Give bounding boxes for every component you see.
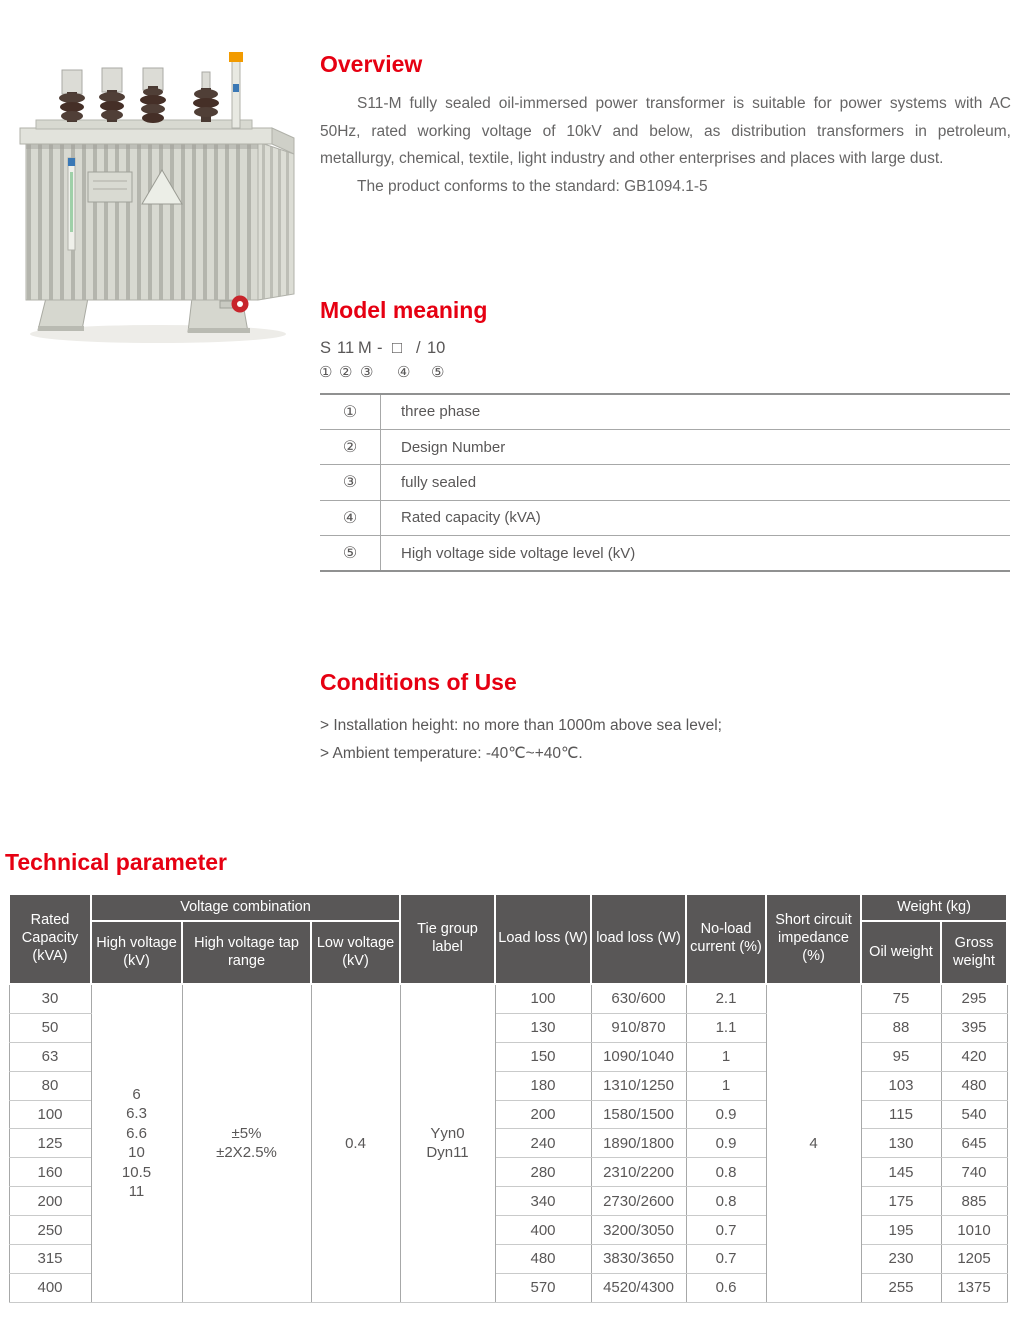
conditions-list bbox=[320, 712, 1010, 768]
cell-oil-weight: 75 bbox=[861, 984, 941, 1013]
overview-title: Overview bbox=[320, 51, 423, 77]
model-code-part: - bbox=[377, 339, 383, 357]
model-row-number: ② bbox=[320, 429, 381, 464]
cell-capacity: 250 bbox=[9, 1216, 91, 1245]
cell-gross-weight: 480 bbox=[941, 1071, 1007, 1100]
model-code-mark: ② bbox=[339, 364, 353, 381]
col-no-load-current: No-load current (%) bbox=[686, 894, 766, 984]
bushings bbox=[59, 68, 219, 123]
cell-tie-group: Yyn0 Dyn11 bbox=[400, 984, 495, 1302]
model-row-number: ① bbox=[320, 394, 381, 429]
oil-level-pipe bbox=[229, 52, 243, 128]
model-table-row bbox=[320, 536, 1010, 571]
cell-gross-weight: 885 bbox=[941, 1187, 1007, 1216]
col-voltage-combination: Voltage combination bbox=[91, 894, 400, 921]
cell-no-load-current: 0.8 bbox=[686, 1187, 766, 1216]
cell-load-loss-2: 1580/1500 bbox=[591, 1100, 686, 1129]
cell-load-loss: 200 bbox=[495, 1100, 591, 1129]
cell-load-loss: 180 bbox=[495, 1071, 591, 1100]
col-short-circuit-impedance: Short circuit impedance (%) bbox=[766, 894, 861, 984]
cell-no-load-current: 0.6 bbox=[686, 1273, 766, 1302]
cell-capacity: 400 bbox=[9, 1273, 91, 1302]
model-meaning-table bbox=[320, 393, 1010, 572]
cell-load-loss-2: 4520/4300 bbox=[591, 1273, 686, 1302]
model-row-number: ⑤ bbox=[320, 536, 381, 571]
cell-capacity: 315 bbox=[9, 1245, 91, 1274]
cell-capacity: 50 bbox=[9, 1013, 91, 1042]
cell-gross-weight: 1375 bbox=[941, 1273, 1007, 1302]
col-oil-weight: Oil weight bbox=[861, 921, 941, 984]
cell-load-loss: 570 bbox=[495, 1273, 591, 1302]
cell-load-loss-2: 2310/2200 bbox=[591, 1158, 686, 1187]
cell-load-loss: 240 bbox=[495, 1129, 591, 1158]
model-table-row bbox=[320, 429, 1010, 464]
col-tie-group: Tie group label bbox=[400, 894, 495, 984]
technical-table bbox=[8, 893, 1008, 1303]
cell-load-loss-2: 2730/2600 bbox=[591, 1187, 686, 1216]
cell-load-loss-2: 1310/1250 bbox=[591, 1071, 686, 1100]
conditions-title: Conditions of Use bbox=[320, 669, 517, 695]
cell-low-voltage: 0.4 bbox=[311, 984, 400, 1302]
model-row-description: three phase bbox=[401, 403, 481, 421]
cell-capacity: 30 bbox=[9, 984, 91, 1013]
cell-no-load-current: 0.8 bbox=[686, 1158, 766, 1187]
cell-no-load-current: 1 bbox=[686, 1071, 766, 1100]
model-row-number: ③ bbox=[320, 465, 381, 500]
model-code-mark: ④ bbox=[397, 364, 411, 381]
cell-capacity: 160 bbox=[9, 1158, 91, 1187]
product-photo bbox=[10, 42, 302, 348]
cell-short-circuit-impedance: 4 bbox=[766, 984, 861, 1302]
cell-gross-weight: 1205 bbox=[941, 1245, 1007, 1274]
model-code-part: 10 bbox=[427, 339, 446, 357]
col-load-loss-2: load loss (W) bbox=[591, 894, 686, 984]
cell-gross-weight: 395 bbox=[941, 1013, 1007, 1042]
condition-item: > Installation height: no more than 1000m above sea level; bbox=[320, 717, 722, 734]
cell-no-load-current: 0.9 bbox=[686, 1129, 766, 1158]
cell-oil-weight: 130 bbox=[861, 1129, 941, 1158]
cell-capacity: 125 bbox=[9, 1129, 91, 1158]
overview-text bbox=[320, 90, 1011, 200]
col-load-loss: Load loss (W) bbox=[495, 894, 591, 984]
cell-high-voltage: 6 6.3 6.6 10 10.5 11 bbox=[91, 984, 182, 1302]
model-code-part: / bbox=[416, 339, 421, 357]
cell-load-loss-2: 1090/1040 bbox=[591, 1042, 686, 1071]
cell-gross-weight: 740 bbox=[941, 1158, 1007, 1187]
nameplate bbox=[88, 172, 132, 202]
model-row-description: fully sealed bbox=[381, 465, 1011, 500]
model-code-mark: ⑤ bbox=[431, 364, 445, 381]
model-code-part: M bbox=[358, 339, 372, 357]
col-tap-range: High voltage tap range bbox=[182, 921, 311, 984]
cell-oil-weight: 195 bbox=[861, 1216, 941, 1245]
cell-no-load-current: 0.7 bbox=[686, 1216, 766, 1245]
model-code-mark: ③ bbox=[360, 364, 374, 381]
cell-load-loss-2: 910/870 bbox=[591, 1013, 686, 1042]
cell-load-loss: 340 bbox=[495, 1187, 591, 1216]
cell-load-loss: 480 bbox=[495, 1245, 591, 1274]
cell-capacity: 100 bbox=[9, 1100, 91, 1129]
cell-load-loss-2: 3830/3650 bbox=[591, 1245, 686, 1274]
col-weight: Weight (kg) bbox=[861, 894, 1007, 921]
overview-paragraph-1: S11-M fully sealed oil-immersed power transformer is suitable for power systems with AC 50Hz, rated working voltage of 10kV and below, as distribution transformers in petroleum, metallurgy, chemical, textile, light industry and other enterprises and places with large dust. bbox=[320, 95, 1011, 167]
cell-oil-weight: 88 bbox=[861, 1013, 941, 1042]
cell-capacity: 80 bbox=[9, 1071, 91, 1100]
model-row-number: ④ bbox=[320, 500, 381, 535]
condition-item: > Ambient temperature: -40℃~+40℃. bbox=[320, 745, 583, 762]
cell-gross-weight: 540 bbox=[941, 1100, 1007, 1129]
model-meaning-title: Model meaning bbox=[320, 297, 488, 323]
model-code-part: 11 bbox=[337, 339, 355, 357]
cell-load-loss: 130 bbox=[495, 1013, 591, 1042]
cell-oil-weight: 95 bbox=[861, 1042, 941, 1071]
transformer-illustration bbox=[10, 42, 302, 348]
cell-oil-weight: 145 bbox=[861, 1158, 941, 1187]
technical-title: Technical parameter bbox=[5, 849, 228, 875]
model-code-part: S bbox=[320, 339, 332, 357]
cell-capacity: 200 bbox=[9, 1187, 91, 1216]
overview-paragraph-2: The product conforms to the standard: GB1094.1-5 bbox=[357, 177, 708, 195]
cell-gross-weight: 295 bbox=[941, 984, 1007, 1013]
cell-load-loss: 280 bbox=[495, 1158, 591, 1187]
cell-capacity: 63 bbox=[9, 1042, 91, 1071]
model-table-row bbox=[320, 465, 1010, 500]
cell-no-load-current: 1.1 bbox=[686, 1013, 766, 1042]
col-rated-capacity: Rated Capacity (kVA) bbox=[9, 894, 91, 984]
model-row-description: Design Number bbox=[381, 429, 1011, 464]
cell-gross-weight: 420 bbox=[941, 1042, 1007, 1071]
thermometer-strip bbox=[68, 158, 75, 250]
cell-load-loss: 100 bbox=[495, 984, 591, 1013]
cell-oil-weight: 255 bbox=[861, 1273, 941, 1302]
cell-no-load-current: 0.7 bbox=[686, 1245, 766, 1274]
cell-oil-weight: 175 bbox=[861, 1187, 941, 1216]
cell-oil-weight: 115 bbox=[861, 1100, 941, 1129]
cell-oil-weight: 230 bbox=[861, 1245, 941, 1274]
cell-load-loss: 150 bbox=[495, 1042, 591, 1071]
cell-gross-weight: 645 bbox=[941, 1129, 1007, 1158]
cell-no-load-current: 0.9 bbox=[686, 1100, 766, 1129]
cell-load-loss-2: 3200/3050 bbox=[591, 1216, 686, 1245]
col-gross-weight: Gross weight bbox=[941, 921, 1007, 984]
cell-no-load-current: 1 bbox=[686, 1042, 766, 1071]
cell-load-loss-2: 1890/1800 bbox=[591, 1129, 686, 1158]
model-code-marks bbox=[320, 363, 580, 385]
cell-tap-range: ±5% ±2X2.5% bbox=[182, 984, 311, 1302]
model-row-description: Rated capacity (kVA) bbox=[381, 500, 1011, 535]
cell-oil-weight: 103 bbox=[861, 1071, 941, 1100]
tech-table-row bbox=[9, 984, 1007, 1013]
model-row-description: High voltage side voltage level (kV) bbox=[381, 536, 1011, 571]
cell-load-loss: 400 bbox=[495, 1216, 591, 1245]
model-code-mark: ① bbox=[319, 364, 333, 381]
model-table-row bbox=[320, 500, 1010, 535]
cell-no-load-current: 2.1 bbox=[686, 984, 766, 1013]
model-code-part: □ bbox=[392, 339, 402, 357]
col-high-voltage: High voltage (kV) bbox=[91, 921, 182, 984]
col-low-voltage: Low voltage (kV) bbox=[311, 921, 400, 984]
model-table-row bbox=[320, 394, 1010, 429]
cell-gross-weight: 1010 bbox=[941, 1216, 1007, 1245]
cell-load-loss-2: 630/600 bbox=[591, 984, 686, 1013]
